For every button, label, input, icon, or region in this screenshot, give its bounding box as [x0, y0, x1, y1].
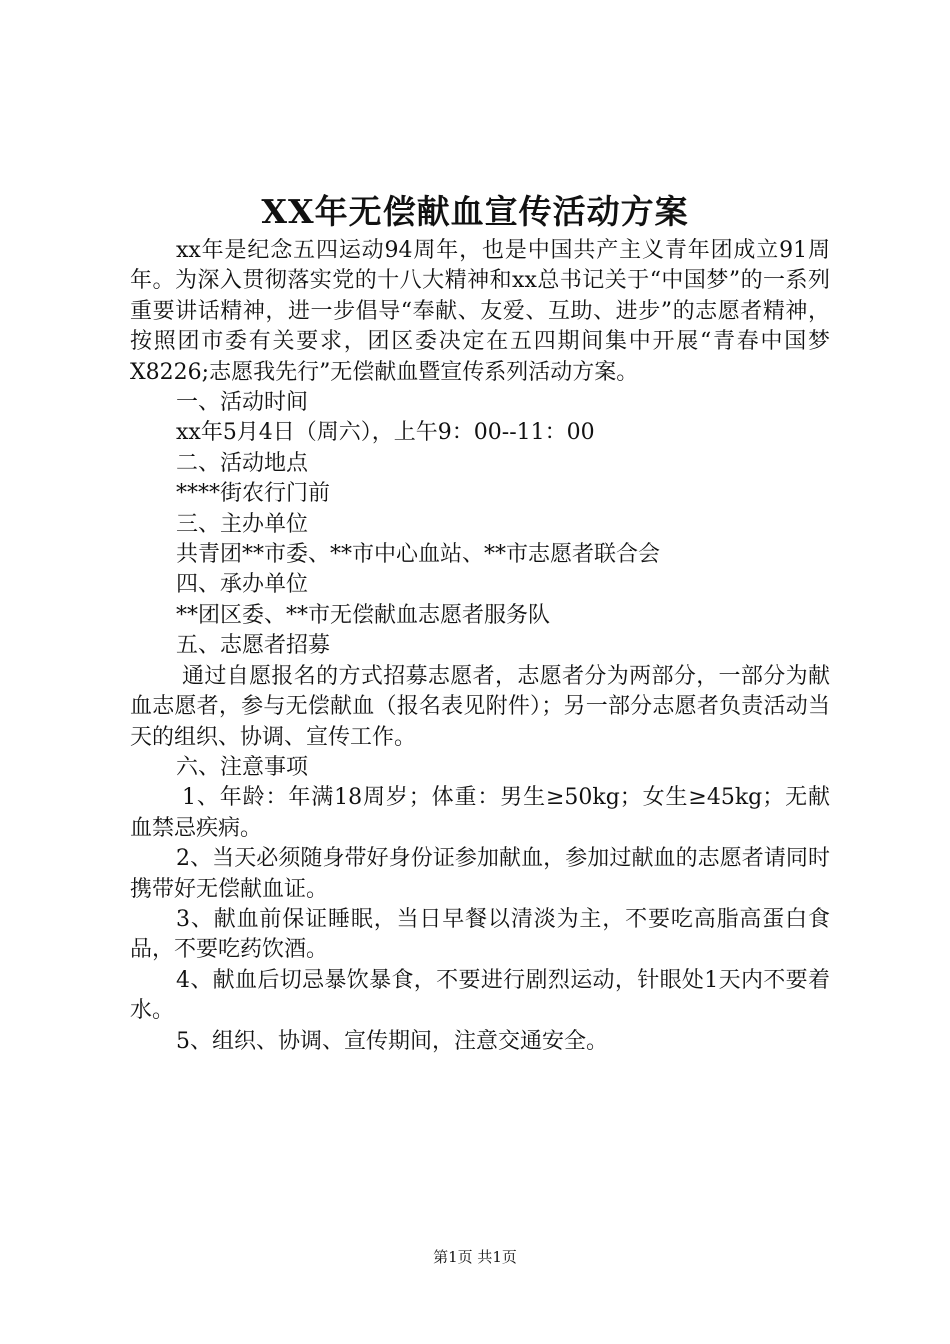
note-item: 5、组织、协调、宣传期间，注意交通安全。 — [176, 1028, 608, 1054]
section-heading-organizer: 三、主办单位 — [176, 511, 309, 537]
note-item: 3、献血前保证睡眠，当日早餐以清淡为主，不要吃高脂高蛋白食品，不要吃药饮酒。 — [130, 906, 830, 963]
event-time: xx年5月4日（周六），上午9：00--11：00 — [176, 420, 595, 446]
section-heading-notes: 六、注意事项 — [176, 754, 309, 780]
intro-paragraph: xx年是纪念五四运动94周年，也是中国共产主义青年团成立91周年。为深入贯彻落实党的十八大精神和xx总书记关于“中国梦”的一系列重要讲话精神，进一步倡导“奉献、友爱、互助、进步”的志愿者精神，按照团市委有关要求，团区委决定在五四期间集中开展“青春中国梦X8226;志愿我先行”无偿献血暨宣传系列活动方案。 — [130, 238, 830, 385]
organizer-text: 共青团**市委、**市中心血站、**市志愿者联合会 — [176, 542, 661, 568]
section-heading-time: 一、活动时间 — [176, 390, 309, 416]
page-number-footer: 第1页 共1页 — [433, 1248, 517, 1266]
recruitment-text: 通过自愿报名的方式招募志愿者，志愿者分为两部分，一部分为献血志愿者，参与无偿献血（报名表见附件）；另一部分志愿者负责活动当天的组织、协调、宣传工作。 — [130, 663, 830, 750]
section-heading-location: 二、活动地点 — [176, 450, 309, 476]
note-item: 1、年龄：年满18周岁；体重：男生≥50kg；女生≥45kg；无献血禁忌疾病。 — [130, 785, 830, 841]
note-item: 2、当天必须随身带好身份证参加献血，参加过献血的志愿者请同时携带好无偿献血证。 — [130, 846, 830, 902]
document-body — [130, 236, 830, 1057]
section-heading-undertaker: 四、承办单位 — [176, 572, 309, 598]
event-location: ****街农行门前 — [176, 481, 331, 507]
undertaker-text: **团区委、**市无偿献血志愿者服务队 — [176, 602, 551, 628]
section-heading-recruitment: 五、志愿者招募 — [176, 633, 331, 659]
document-title: XX年无偿献血宣传活动方案 — [261, 192, 689, 231]
note-item: 4、献血后切忌暴饮暴食，不要进行剧烈运动，针眼处1天内不要着水。 — [130, 967, 830, 1024]
